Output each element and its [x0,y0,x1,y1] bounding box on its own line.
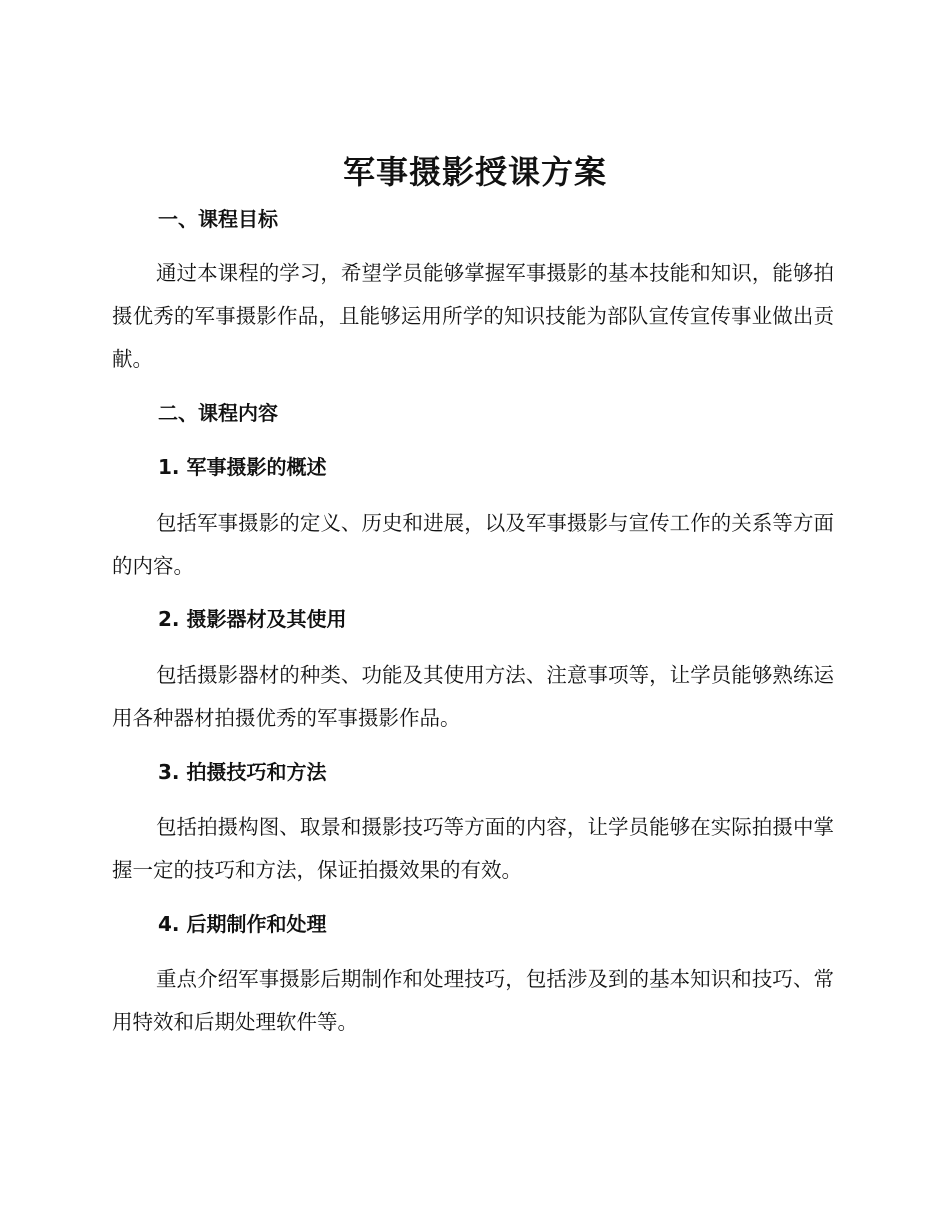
subsection-paragraph-equipment: 包括摄影器材的种类、功能及其使用方法、注意事项等，让学员能够熟练运用各种器材拍摄优秀的军事摄影作品。 [112,663,834,730]
subsection-heading-techniques: 3. 拍摄技巧和方法 [158,760,327,784]
subsection-heading-overview: 1. 军事摄影的概述 [158,455,327,479]
section-paragraph-objectives: 通过本课程的学习，希望学员能够掌握军事摄影的基本技能和知识，能够拍摄优秀的军事摄影作品，且能够运用所学的知识技能为部队宣传宣传事业做出贡献。 [112,261,834,371]
page-title: 军事摄影授课方案 [342,153,607,191]
section-heading-objectives: 一、课程目标 [158,207,278,231]
subsection-heading-post-production: 4. 后期制作和处理 [158,912,327,936]
subsection-paragraph-techniques: 包括拍摄构图、取景和摄影技巧等方面的内容，让学员能够在实际拍摄中掌握一定的技巧和方法，保证拍摄效果的有效。 [112,815,834,882]
section-heading-content: 二、课程内容 [158,401,278,425]
subsection-paragraph-overview: 包括军事摄影的定义、历史和进展，以及军事摄影与宣传工作的关系等方面的内容。 [112,511,834,578]
subsection-heading-equipment: 2. 摄影器材及其使用 [158,607,347,631]
subsection-paragraph-post-production: 重点介绍军事摄影后期制作和处理技巧，包括涉及到的基本知识和技巧、常用特效和后期处理软件等。 [112,967,834,1034]
